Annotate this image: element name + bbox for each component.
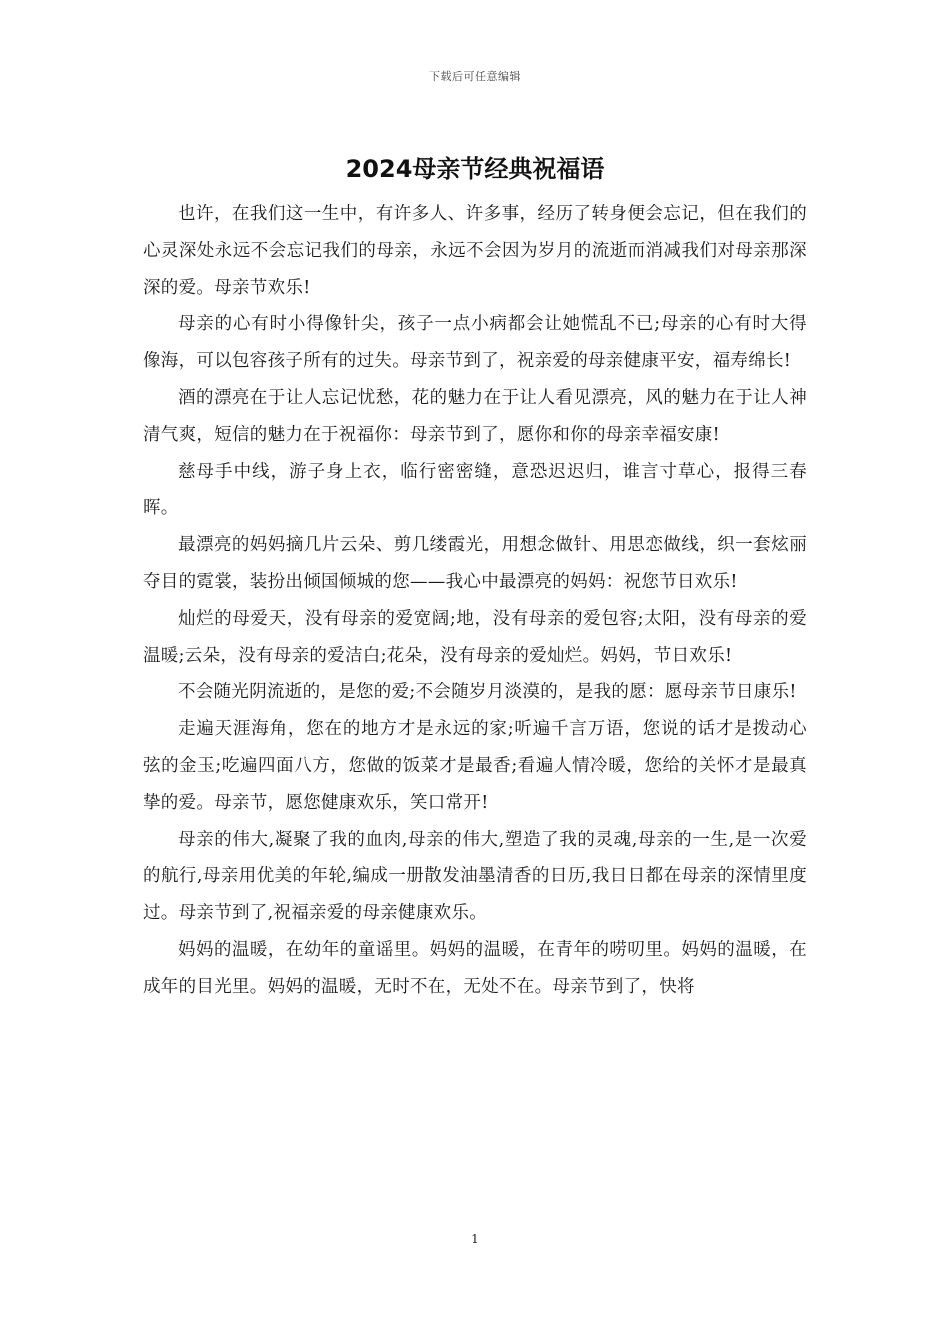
paragraph: 不会随光阴流逝的，是您的爱;不会随岁月淡漠的，是我的愿：愿母亲节日康乐! — [178, 682, 797, 703]
document-body — [143, 196, 807, 1006]
paragraph: 母亲的伟大,凝聚了我的血肉,母亲的伟大,塑造了我的灵魂,母亲的一生,是一次爱的航行,母亲用优美的年轮,编成一册散发油墨清香的日历,我日日都在母亲的深情里度过。母亲节到了,祝福亲爱的母亲健康欢乐。 — [143, 829, 807, 924]
paragraph: 最漂亮的妈妈摘几片云朵、剪几缕霞光，用想念做针、用思恋做线，织一套炫丽夺目的霓裳，装扮出倾国倾城的您——我心中最漂亮的妈妈：祝您节日欢乐! — [143, 535, 807, 592]
paragraph: 也许，在我们这一生中，有许多人、许多事，经历了转身便会忘记，但在我们的心灵深处永远不会忘记我们的母亲，永远不会因为岁月的流逝而消减我们对母亲那深深的爱。母亲节欢乐! — [143, 204, 807, 298]
document-title: 2024母亲节经典祝福语 — [345, 155, 605, 183]
header-note: 下载后可任意编辑 — [429, 70, 521, 83]
paragraph: 酒的漂亮在于让人忘记忧愁，花的魅力在于让人看见漂亮，风的魅力在于让人神清气爽，短信的魅力在于祝福你：母亲节到了，愿你和你的母亲幸福安康! — [143, 387, 807, 445]
paragraph: 母亲的心有时小得像针尖，孩子一点小病都会让她慌乱不已;母亲的心有时大得像海，可以包容孩子所有的过失。母亲节到了，祝亲爱的母亲健康平安，福寿绵长! — [143, 314, 807, 372]
page-number: 1 — [471, 1232, 479, 1246]
paragraph: 走遍天涯海角，您在的地方才是永远的家;听遍千言万语，您说的话才是拨动心弦的金玉;吃遍四面八方，您做的饭菜才是最香;看遍人情冷暖，您给的关怀才是最真挚的爱。母亲节，愿您健康欢乐，笑口常开! — [143, 719, 807, 813]
paragraph: 慈母手中线，游子身上衣，临行密密缝，意恐迟迟归，谁言寸草心，报得三春晖。 — [143, 461, 807, 519]
paragraph: 妈妈的温暖，在幼年的童谣里。妈妈的温暖，在青年的唠叨里。妈妈的温暖，在成年的目光里。妈妈的温暖，无时不在，无处不在。母亲节到了，快将 — [143, 939, 807, 997]
paragraph: 灿烂的母爱天，没有母亲的爱宽阔;地，没有母亲的爱包容;太阳，没有母亲的爱温暖;云朵，没有母亲的爱洁白;花朵，没有母亲的爱灿烂。妈妈，节日欢乐! — [143, 608, 807, 666]
